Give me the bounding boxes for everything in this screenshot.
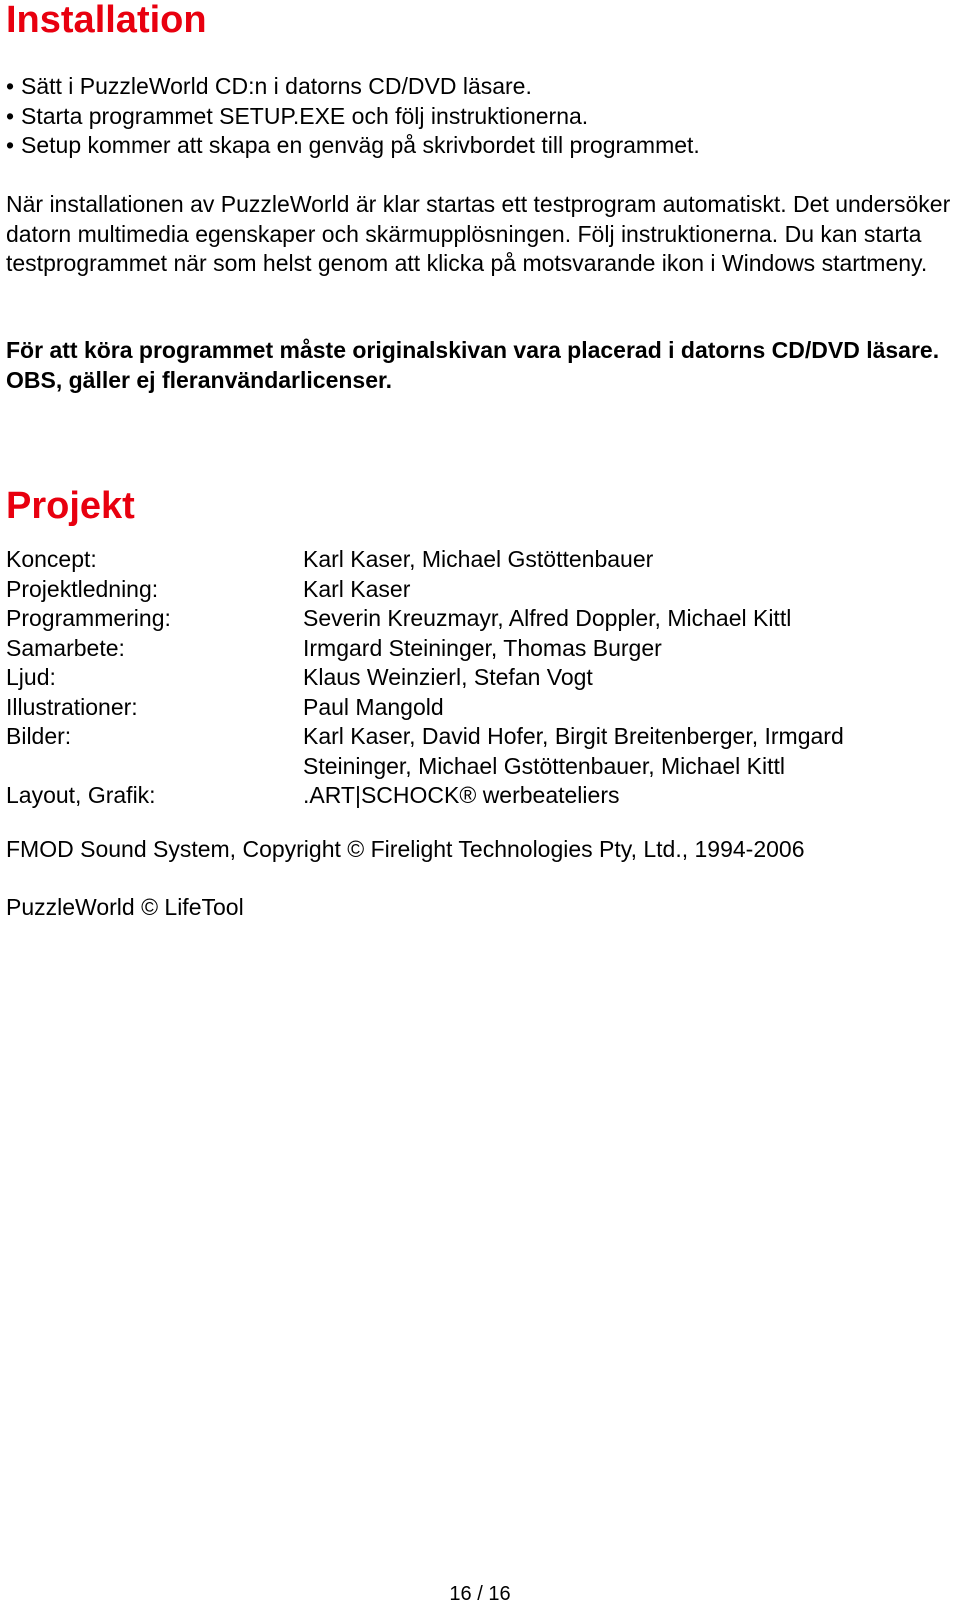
credit-role: Programmering: <box>6 605 171 631</box>
list-item-text: Setup kommer att skapa en genväg på skrivbordet till programmet. <box>21 132 700 158</box>
credit-role: Ljud: <box>6 664 56 690</box>
list-item-text: Sätt i PuzzleWorld CD:n i datorns CD/DVD läsare. <box>21 73 532 99</box>
credit-names: .ART|SCHOCK® werbeateliers <box>303 782 620 808</box>
credit-role: Layout, Grafik: <box>6 782 156 808</box>
credit-row <box>6 634 951 664</box>
credits-table <box>6 545 951 811</box>
projekt-heading: Projekt <box>6 485 135 527</box>
credit-row <box>6 545 951 575</box>
credit-row <box>6 781 951 811</box>
fmod-copyright: FMOD Sound System, Copyright © Firelight Technologies Pty, Ltd., 1994-2006 <box>6 836 805 862</box>
credit-role: Samarbete: <box>6 634 125 661</box>
credit-row <box>6 604 951 634</box>
installation-steps-list <box>6 72 700 161</box>
credit-names: Karl Kaser, David Hofer, Birgit Breitenberger, Irmgard Steininger, Michael Gstöttenbauer, Michael Kittl <box>303 723 844 779</box>
credit-names: Karl Kaser, Michael Gstöttenbauer <box>303 546 654 572</box>
credit-names: Severin Kreuzmayr, Alfred Doppler, Michael Kittl <box>303 605 792 631</box>
bullet-icon: • <box>6 73 15 99</box>
page-number: 16 / 16 <box>449 1583 511 1605</box>
installation-notice: För att köra programmet måste originalskivan vara placerad i datorns CD/DVD läsare. OBS, gäller ej fleranvändarlicenser. <box>6 337 940 393</box>
credit-row <box>6 663 951 693</box>
installation-heading: Installation <box>6 0 207 41</box>
credit-role: Bilder: <box>6 723 72 749</box>
bullet-icon: • <box>6 132 15 158</box>
credit-names: Klaus Weinzierl, Stefan Vogt <box>303 664 593 690</box>
list-item <box>6 72 700 102</box>
list-item-text: Starta programmet SETUP.EXE och följ instruktionerna. <box>21 102 589 129</box>
credit-role: Koncept: <box>6 546 97 572</box>
credit-role: Projektledning: <box>6 575 159 602</box>
puzzleworld-copyright: PuzzleWorld © LifeTool <box>6 894 244 920</box>
installation-paragraph: När installationen av PuzzleWorld är klar startas ett testprogram automatiskt. Det undersöker datorn multimedia egenskaper och skärmupplösningen. Följ instruktionerna. Du kan starta testprogrammet när som helst genom att klicka på motsvarande ikon i Windows startmeny. <box>6 191 951 276</box>
credit-names: Karl Kaser <box>303 575 411 602</box>
credit-row <box>6 722 951 781</box>
list-item <box>6 102 700 132</box>
list-item <box>6 131 700 161</box>
credit-role: Illustrationer: <box>6 693 138 720</box>
credit-row <box>6 575 951 605</box>
credit-names: Paul Mangold <box>303 693 444 720</box>
bullet-icon: • <box>6 102 15 129</box>
credit-names: Irmgard Steininger, Thomas Burger <box>303 634 662 661</box>
credit-row <box>6 693 951 723</box>
